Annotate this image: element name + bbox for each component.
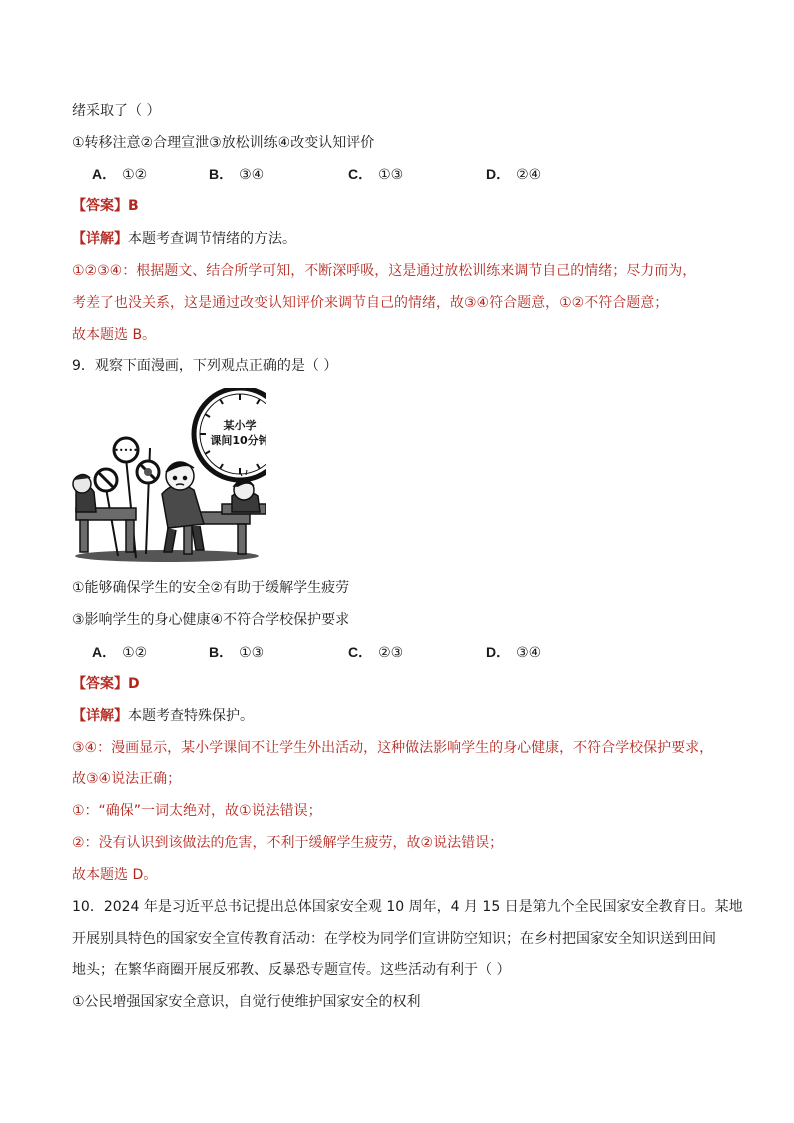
q8-option-c	[348, 164, 403, 185]
detail-label: 【详解】	[72, 708, 128, 724]
q9-stem: 9．观察下面漫画，下列观点正确的是（ ）	[72, 358, 338, 374]
option-key: B．	[209, 166, 234, 182]
option-text: ③④	[239, 167, 265, 183]
q10-stem-line-1: 10．2024 年是习近平总书记提出总体国家安全观 10 周年，4 月 15 日是第九个全民国家安全教育日。某地	[72, 899, 743, 915]
detail-intro: 本题考查特殊保护。	[128, 708, 254, 724]
option-key: D．	[486, 166, 511, 182]
detail-label: 【详解】	[72, 231, 128, 247]
answer-label: 【答案】	[72, 676, 128, 692]
q9-choices-line-2: ③影响学生的身心健康④不符合学校保护要求	[72, 612, 350, 628]
q9-detail	[72, 706, 254, 726]
q9-answer	[72, 674, 140, 694]
q8-choices: ①转移注意②合理宣泄③放松训练④改变认知评价	[72, 135, 375, 151]
clock-text-2: 课间10分钟	[210, 434, 266, 447]
option-key: A．	[92, 644, 117, 660]
option-key: A．	[92, 166, 117, 182]
answer-value: D	[128, 676, 140, 692]
q9-option-d	[486, 642, 541, 663]
student-figure	[162, 462, 204, 552]
option-text: ①③	[378, 167, 404, 183]
option-text: ①②	[122, 645, 148, 661]
option-text: ①②	[122, 167, 148, 183]
q8-analysis-line-1: ①②③④：根据题文、结合所学可知，不断深呼吸，这是通过放松训练来调节自己的情绪；尽力而为，	[72, 263, 697, 279]
q8-option-d	[486, 164, 541, 185]
q9-cartoon	[72, 388, 266, 564]
option-key: B．	[209, 644, 234, 660]
q10-choice-1: ①公民增强国家安全意识，自觉行使维护国家安全的权利	[72, 994, 421, 1010]
q8-option-a	[92, 164, 147, 185]
option-key: C．	[348, 166, 373, 182]
q9-analysis-line-3: ①：“确保”一词太绝对，故①说法错误；	[72, 803, 322, 819]
q9-conclusion: 故本题选 D。	[72, 867, 158, 883]
q8-stem-tail: 绪采取了（ ）	[72, 103, 161, 119]
q8-detail	[72, 229, 296, 249]
q10-stem-line-2: 开展别具特色的国家安全宣传教育活动：在学校为同学们宣讲防空知识；在乡村把国家安全知识送到田间	[72, 931, 716, 947]
svg-text:•••••: •••••	[114, 446, 138, 455]
q9-option-a	[92, 642, 147, 663]
option-key: D．	[486, 644, 511, 660]
q8-conclusion: 故本题选 B。	[72, 327, 157, 343]
option-key: C．	[348, 644, 373, 660]
q9-analysis-line-4: ②：没有认识到该做法的危害，不利于缓解学生疲劳，故②说法错误；	[72, 835, 504, 851]
option-text: ②④	[516, 167, 542, 183]
q10-stem-line-3: 地头；在繁华商圈开展反邪教、反暴恐专题宣传。这些活动有利于（ ）	[72, 962, 511, 978]
q9-choices-line-1: ①能够确保学生的安全②有助于缓解学生疲劳	[72, 580, 350, 596]
clock-text-1: 某小学	[223, 419, 257, 432]
detail-intro: 本题考查调节情绪的方法。	[128, 231, 296, 247]
cartoon-illustration	[72, 388, 266, 564]
option-text: ③④	[516, 645, 542, 661]
q9-analysis-line-1: ③④：漫画显示，某小学课间不让学生外出活动，这种做法影响学生的身心健康，不符合学校保护要求，	[72, 740, 714, 756]
q9-option-b	[209, 642, 264, 663]
answer-value: B	[128, 198, 139, 214]
option-text: ①③	[239, 645, 265, 661]
q9-analysis-line-2: 故③④说法正确；	[72, 771, 182, 787]
clock-icon	[194, 388, 266, 480]
q8-option-b	[209, 164, 264, 185]
option-text: ②③	[378, 645, 404, 661]
student-figure	[73, 474, 96, 512]
q8-answer	[72, 196, 139, 216]
q8-analysis-line-2: 考差了也没关系，这是通过改变认知评价来调节自己的情绪，故③④符合题意，①②不符合题意；	[72, 295, 669, 311]
q9-option-c	[348, 642, 403, 663]
answer-label: 【答案】	[72, 198, 128, 214]
